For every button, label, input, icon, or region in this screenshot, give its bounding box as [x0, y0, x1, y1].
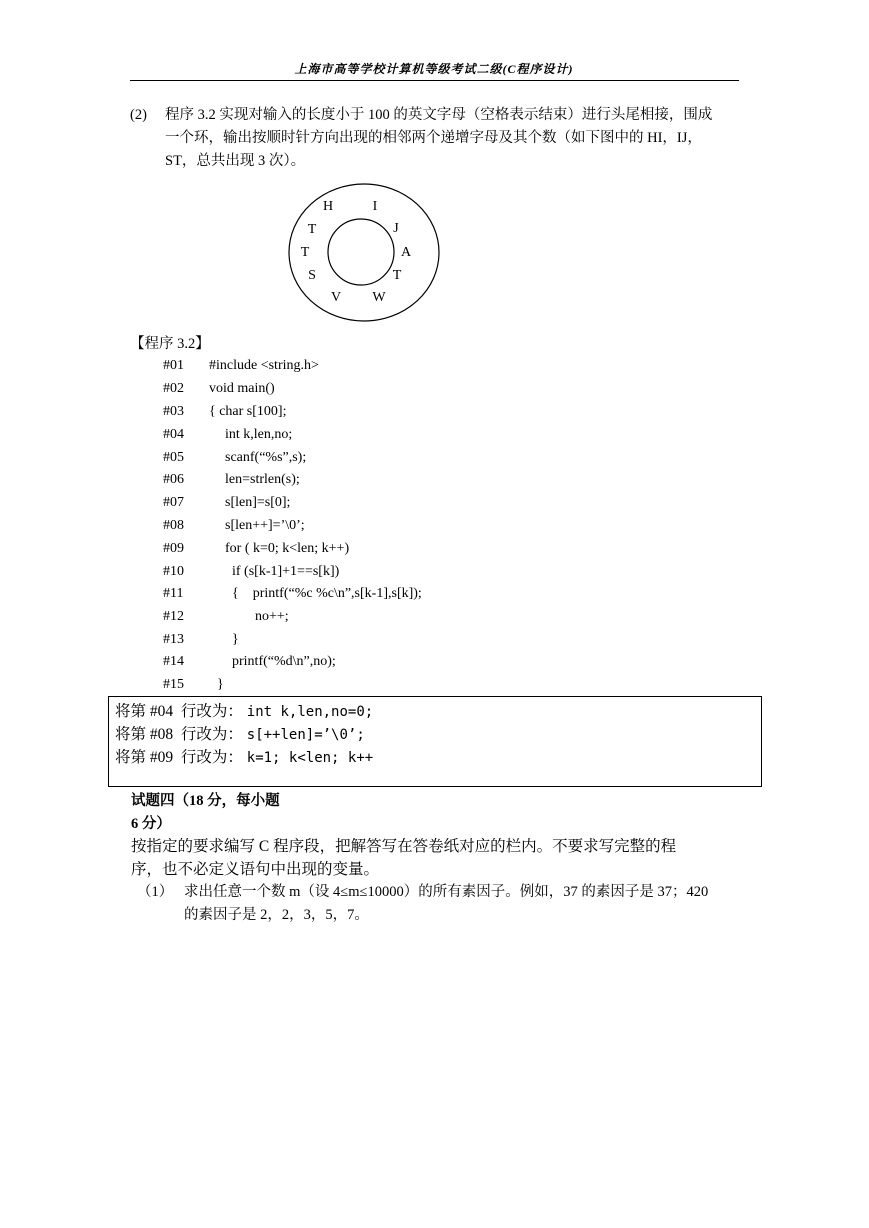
code-line-text: no++;	[255, 609, 289, 624]
code-line-text: s[len]=s[0];	[225, 495, 291, 510]
code-line-number: #05	[163, 450, 184, 465]
ring-letter: A	[400, 245, 412, 260]
ring-letter: S	[308, 268, 316, 283]
answer-prefix: 将第 #09 行改为：	[115, 749, 243, 766]
answer-line	[115, 722, 365, 744]
ring-letter: T	[307, 222, 317, 237]
code-line-number: #09	[163, 541, 184, 556]
problem-line-1: 程序 3.2 实现对输入的长度小于 100 的英文字母（空格表示结束）进行头尾相接，围成	[165, 107, 713, 123]
code-line-number: #10	[163, 564, 184, 579]
code-line-text: if (s[k-1]+1==s[k])	[232, 564, 340, 579]
answer-box	[108, 696, 762, 787]
ring-letter: V	[330, 290, 342, 305]
code-line-number: #03	[163, 404, 184, 419]
answer-prefix: 将第 #08 行改为：	[115, 726, 243, 743]
code-line-text: scanf(“%s”,s);	[225, 450, 307, 465]
answer-code: s[++len]=’\0’;	[246, 727, 365, 743]
code-line-text: }	[217, 677, 224, 692]
answer-code: int k,len,no=0;	[246, 704, 374, 720]
page-header-title: 上海市高等学校计算机等级考试二级(C程序设计)	[294, 62, 574, 76]
problem-line-2: 一个环，输出按顺时针方向出现的相邻两个递增字母及其个数（如下图中的 HI，IJ，	[165, 130, 702, 146]
question4-instruction-line-1: 按指定的要求编写 C 程序段，把解答写在答卷纸对应的栏内。不要求写完整的程	[131, 838, 677, 855]
code-line-text: len=strlen(s);	[225, 472, 300, 487]
problem-number: (2)	[130, 107, 147, 123]
ring-letter: T	[392, 268, 402, 283]
code-line-number: #07	[163, 495, 184, 510]
question4-instruction-line-2: 序，也不必定义语句中出现的变量。	[131, 861, 380, 878]
code-line-number: #15	[163, 677, 184, 692]
code-line-number: #13	[163, 632, 184, 647]
answer-code: k=1; k<len; k++	[246, 750, 374, 766]
code-line-text: for ( k=0; k<len; k++)	[225, 541, 350, 556]
ring-letter: T	[300, 245, 310, 260]
code-line-number: #12	[163, 609, 184, 624]
ring-letter: W	[372, 290, 386, 305]
code-line-text: s[len++]=’\0’;	[225, 518, 305, 533]
question4-heading-line-1: 试题四（18 分，每小题	[131, 793, 280, 809]
header-divider	[130, 80, 739, 81]
code-line-text: #include <string.h>	[209, 358, 319, 373]
answer-line	[115, 699, 373, 721]
code-line-text: { char s[100];	[209, 404, 287, 419]
code-line-number: #02	[163, 381, 184, 396]
code-line-number: #04	[163, 427, 184, 442]
code-line-text: void main()	[209, 381, 275, 396]
ring-shapes	[288, 183, 440, 322]
code-line-text: printf(“%d\n”,no);	[232, 654, 336, 669]
question4-item-number: （1）	[137, 884, 174, 900]
code-line-text: }	[232, 632, 239, 647]
code-line-number: #01	[163, 358, 184, 373]
code-line-number: #06	[163, 472, 184, 487]
question4-item-line-1: 求出任意一个数 m（设 4≤m≤10000）的所有素因子。例如，37 的素因子是 37；420	[184, 884, 709, 900]
ring-letter: H	[322, 199, 334, 214]
code-line-text: int k,len,no;	[225, 427, 293, 442]
code-line-number: #08	[163, 518, 184, 533]
code-line-number: #14	[163, 654, 184, 669]
code-line-number: #11	[163, 586, 184, 601]
problem-line-3: ST，总共出现 3 次）。	[165, 153, 306, 169]
ring-letter: J	[393, 221, 399, 236]
ring-letter: I	[372, 199, 378, 214]
answer-prefix: 将第 #04 行改为：	[115, 703, 243, 720]
program-title: 【程序 3.2】	[130, 336, 210, 352]
answer-line	[115, 745, 373, 767]
code-line-text: { printf(“%c %c\n”,s[k-1],s[k]);	[232, 586, 422, 601]
question4-heading-line-2: 6 分）	[131, 816, 171, 832]
letter-ring-diagram	[288, 183, 440, 322]
question4-item-line-2: 的素因子是 2，2，3，5，7。	[184, 907, 369, 923]
